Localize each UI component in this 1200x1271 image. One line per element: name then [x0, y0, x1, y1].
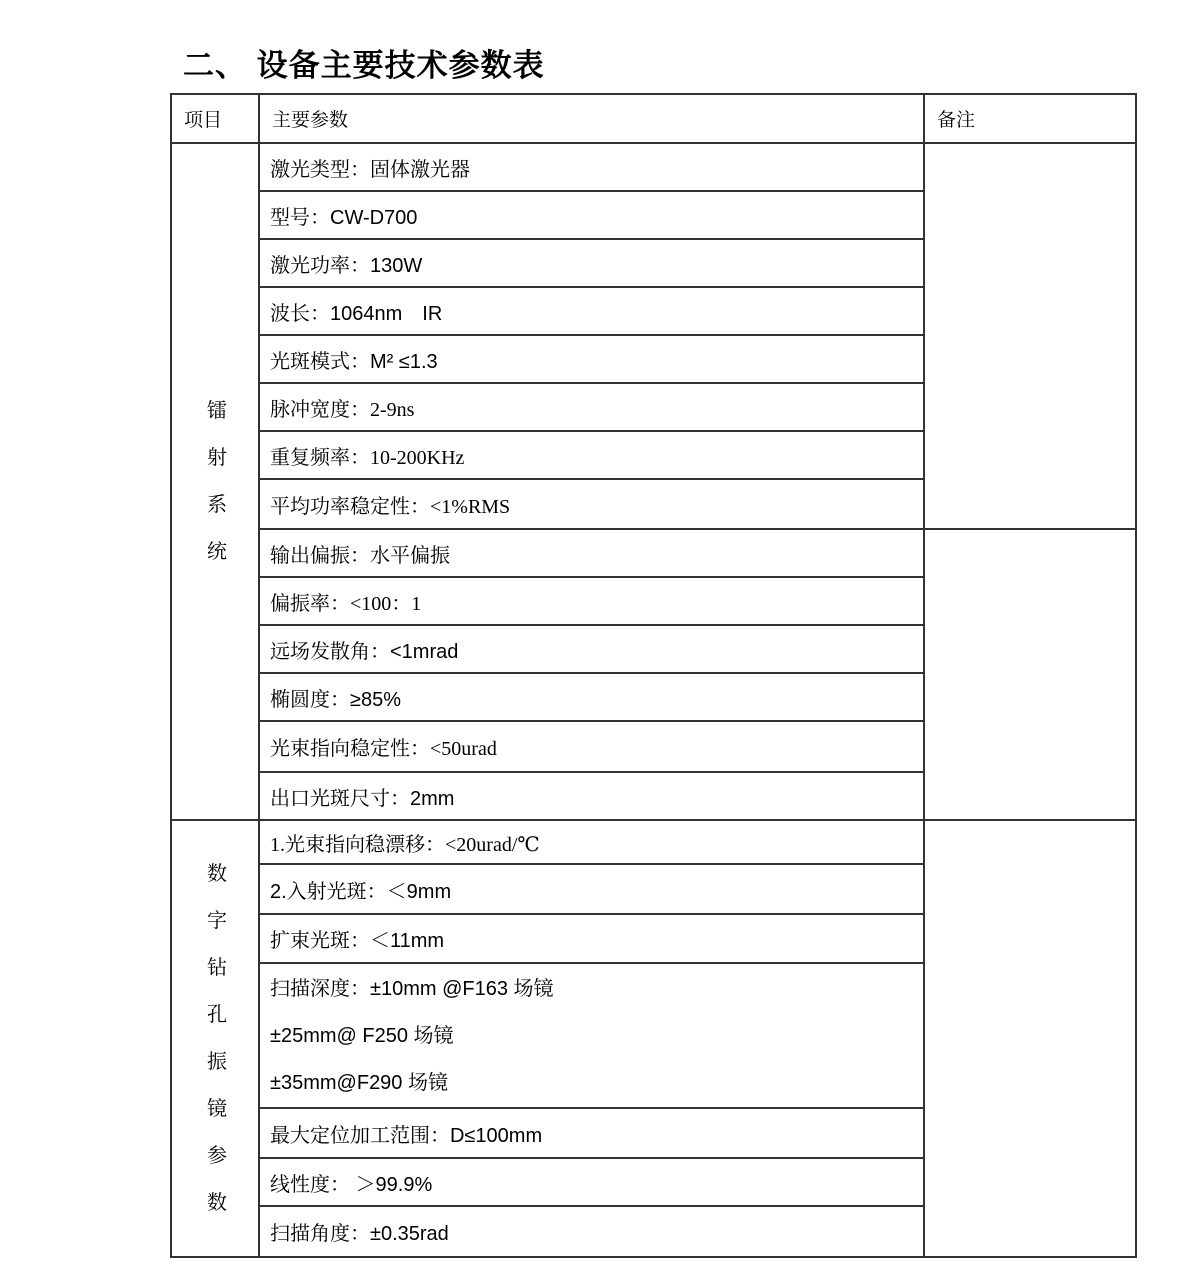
param-cell [259, 287, 924, 335]
param-cell [259, 625, 924, 673]
param-cell [259, 577, 924, 625]
param-text: 扫描角度：±0.35rad [270, 1223, 449, 1245]
vertical-label-char: 参 [207, 1144, 227, 1167]
param-text: 1.光束指向稳漂移：<20urad/℃ [270, 833, 540, 856]
item-cell-laser-system [171, 143, 259, 820]
param-cell [259, 673, 924, 721]
param-cell-scan-depth [259, 963, 924, 1108]
param-cell [259, 431, 924, 479]
table-row [171, 529, 1136, 577]
vertical-label-char: 镭 [207, 399, 227, 422]
item-cell-galvo-params [171, 820, 259, 1257]
param-text: 激光功率：130W [270, 254, 423, 277]
vertical-label-char: 振 [207, 1050, 227, 1073]
vertical-label-char: 镜 [207, 1097, 227, 1120]
param-cell [259, 383, 924, 431]
vertical-label-char: 钻 [207, 956, 227, 979]
param-cell [259, 335, 924, 383]
param-text: 扫描深度：±10mm @F163 场镜 [270, 978, 554, 1000]
note-cell [924, 820, 1136, 1257]
param-text: 最大定位加工范围：D≤100mm [270, 1124, 543, 1147]
vertical-label-char: 数 [207, 862, 227, 885]
param-text: 重复频率：10-200KHz [270, 446, 465, 469]
page-title: 二、 设备主要技术参数表 [183, 48, 545, 83]
header-row [171, 94, 1136, 143]
param-text: ±35mm@F290 场镜 [270, 1072, 448, 1094]
spec-table [170, 93, 1137, 1258]
header-item: 项目 [171, 94, 259, 143]
param-text: 光斑模式：M² ≤1.3 [270, 350, 438, 373]
note-cell [924, 529, 1136, 820]
vertical-label-laser-system [182, 388, 252, 576]
vertical-label-char: 字 [207, 909, 227, 932]
param-text: 扩束光斑：＜11mm [270, 930, 445, 952]
param-text: 平均功率稳定性：<1%RMS [270, 495, 511, 518]
param-text: 2.入射光斑：＜9mm [270, 880, 452, 903]
param-text: 远场发散角：<1mrad [270, 640, 459, 663]
param-cell [259, 864, 924, 914]
param-cell [259, 1108, 924, 1158]
table-row [171, 820, 1136, 864]
param-cell [259, 1206, 924, 1257]
vertical-label-char: 射 [207, 446, 227, 469]
param-text: 脉冲宽度：2-9ns [270, 398, 415, 421]
param-text: 型号：CW-D700 [270, 206, 418, 229]
vertical-label-char: 数 [207, 1191, 227, 1214]
note-cell [924, 143, 1136, 529]
param-cell [259, 529, 924, 577]
vertical-label-galvo-params [182, 851, 252, 1227]
param-cell [259, 479, 924, 529]
param-cell [259, 914, 924, 963]
vertical-label-char: 系 [207, 493, 227, 516]
param-cell [259, 1158, 924, 1206]
param-cell [259, 191, 924, 239]
param-cell [259, 239, 924, 287]
header-param: 主要参数 [259, 94, 924, 143]
param-text: 偏振率：<100：1 [270, 592, 422, 615]
param-cell [259, 820, 924, 864]
param-text: 线性度： ＞99.9% [270, 1173, 433, 1196]
param-cell [259, 721, 924, 772]
param-text: 出口光斑尺寸：2mm [270, 787, 455, 810]
param-cell [259, 772, 924, 820]
table-row [171, 143, 1136, 191]
param-text: 激光类型：固体激光器 [270, 158, 470, 181]
vertical-label-char: 统 [207, 540, 227, 563]
param-text: 椭圆度：≥85% [270, 688, 402, 711]
param-text: 输出偏振：水平偏振 [270, 544, 450, 567]
param-text: 波长：1064nm IR [270, 302, 443, 325]
header-note: 备注 [924, 94, 1136, 143]
param-text: ±25mm@ F250 场镜 [270, 1025, 454, 1047]
param-cell [259, 143, 924, 191]
vertical-label-char: 孔 [207, 1003, 227, 1026]
param-text: 光束指向稳定性：<50urad [270, 738, 497, 760]
